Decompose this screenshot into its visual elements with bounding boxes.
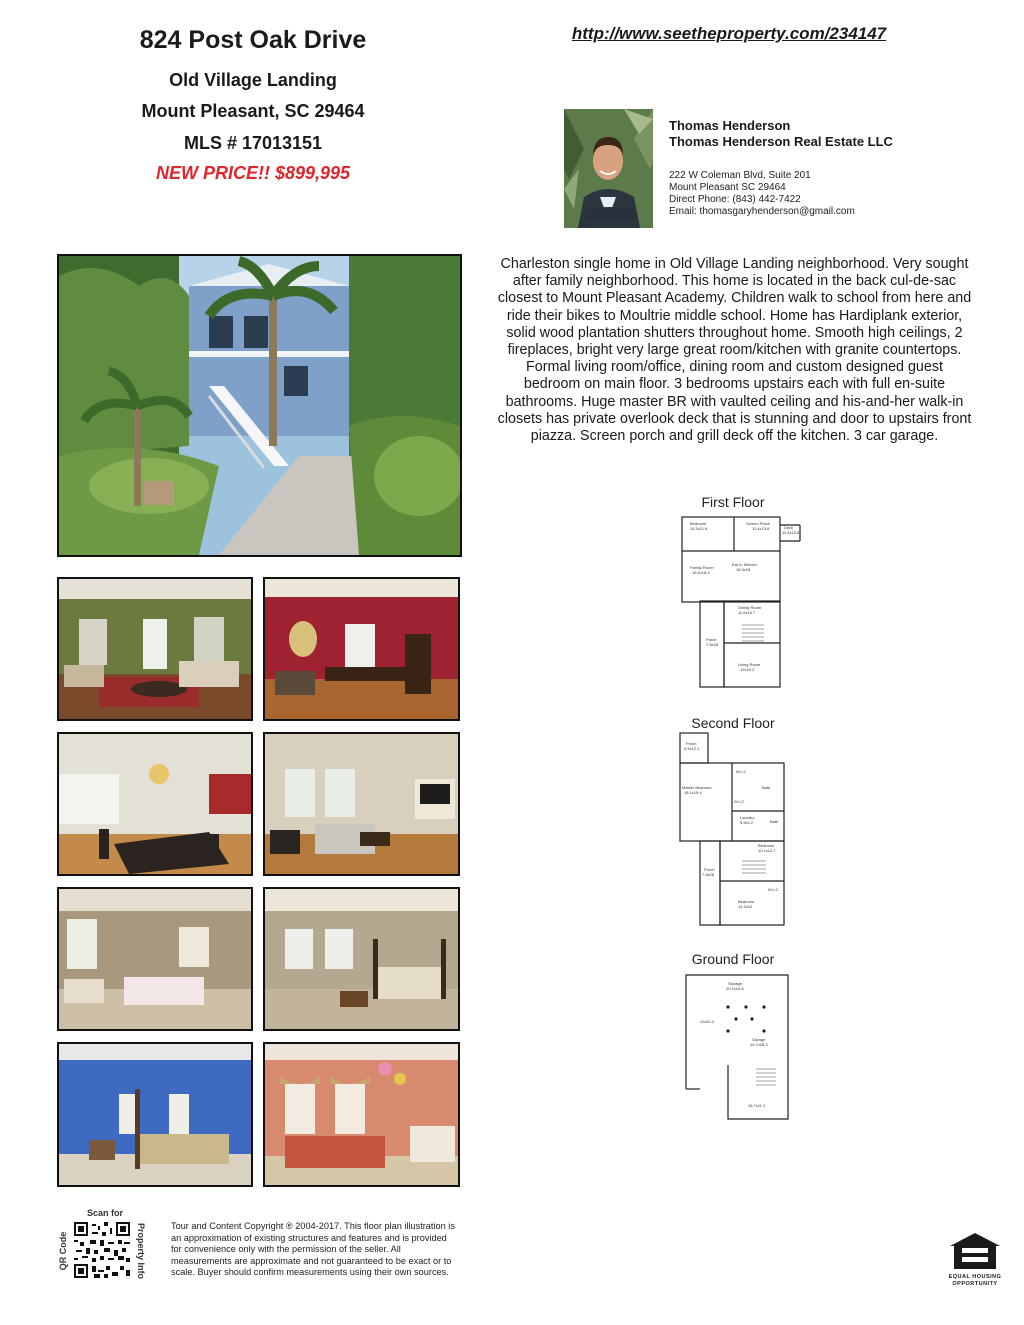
copyright-notice: Tour and Content Copyright ® 2004-2017. This floor plan illustration is an approximation of existing structures and features and is provided for convenience only with the permission of the seller. All measurements are approximate and not guaranteed to be exact or to scale. Buyer should confirm measurements using their own sources. bbox=[171, 1221, 455, 1278]
fp1-room-porch: Porch bbox=[706, 637, 717, 642]
fp2-room-laundry: Laundry bbox=[740, 815, 755, 820]
agent-email: Email: thomasgaryhenderson@gmail.com bbox=[669, 206, 855, 217]
subdivision: Old Village Landing bbox=[169, 70, 337, 90]
fp1-room-living: Living Room bbox=[738, 662, 761, 667]
fp1-room-kitchen: Eat In Kitchen bbox=[732, 562, 757, 567]
fp1-room-deck: Deck bbox=[784, 525, 794, 530]
qr-caption-right: Property Info bbox=[136, 1222, 146, 1279]
fp2-room-wic-1: W-I-C bbox=[736, 769, 747, 774]
interior-photo-master-bedroom bbox=[263, 887, 460, 1031]
equal-housing-line2: OPPORTUNITY bbox=[952, 1281, 998, 1287]
exterior-photo bbox=[57, 254, 462, 557]
ground-floor-plan bbox=[680, 969, 792, 1125]
equal-housing-line1: EQUAL HOUSING bbox=[948, 1274, 1002, 1280]
fp1-dim-kitchen: 16.3x18 bbox=[736, 567, 751, 572]
fp3-dim-garage: 19.7x28.3 bbox=[750, 1042, 768, 1047]
fp2-room-bath-2: Bath bbox=[770, 819, 779, 824]
agent-street: 222 W Coleman Blvd, Suite 201 bbox=[669, 170, 811, 181]
qr-code[interactable] bbox=[74, 1222, 130, 1278]
fp3-room-storage: Storage bbox=[728, 981, 743, 986]
fp2-dim-bedroom-1: 10.1x12.7 bbox=[758, 848, 776, 853]
fp2-dim-bedroom-2: 14.3x12 bbox=[738, 904, 753, 909]
property-address: 824 Post Oak Drive bbox=[139, 26, 367, 54]
fp2-dim-porch: 7.5x28 bbox=[702, 872, 715, 877]
fp2-dim-laundry: 5.5x4.2 bbox=[740, 820, 754, 825]
interior-photo-blue-bedroom bbox=[57, 1042, 253, 1187]
agent-name: Thomas Henderson bbox=[669, 118, 791, 133]
fp2-room-bedroom-1: Bedroom bbox=[758, 843, 775, 848]
fp1-dim-family: 18.5x18.4 bbox=[692, 570, 710, 575]
fp1-dim-screen-porch: 11.4x13.8 bbox=[752, 526, 770, 531]
equal-housing-logo bbox=[948, 1232, 1002, 1270]
fp1-room-dining: Dining Room bbox=[738, 605, 762, 610]
fp1-dim-dining: 11.6x16.7 bbox=[738, 610, 756, 615]
qr-caption-left: QR Code bbox=[58, 1231, 68, 1271]
fp2-room-bath-1: Bath bbox=[762, 785, 771, 790]
fp2-room-master: Master Bedroom bbox=[682, 785, 712, 790]
fp1-room-family: Family Room bbox=[690, 565, 714, 570]
interior-photo-dining bbox=[263, 577, 460, 721]
fp1-dim-porch: 7.5x28 bbox=[706, 642, 719, 647]
interior-photo-pink-bedroom bbox=[263, 1042, 460, 1187]
agent-company: Thomas Henderson Real Estate LLC bbox=[669, 134, 893, 149]
agent-photo bbox=[564, 109, 653, 228]
agent-city: Mount Pleasant SC 29464 bbox=[669, 182, 786, 193]
interior-photo-kitchen bbox=[57, 732, 253, 876]
fp2-room-wic-3: W-I-C bbox=[768, 887, 779, 892]
agent-phone: Direct Phone: (843) 442-7422 bbox=[669, 194, 801, 205]
interior-photo-bedroom-1 bbox=[57, 887, 253, 1031]
fp2-dim-master: 18.1x19.4 bbox=[684, 790, 702, 795]
qr-caption-top: Scan for bbox=[86, 1208, 123, 1218]
fp1-room-bedroom: Bedroom bbox=[690, 521, 707, 526]
property-url-link[interactable]: http://www.seetheproperty.com/234147 bbox=[571, 24, 887, 43]
interior-photo-family-room bbox=[263, 732, 460, 876]
fp1-dim-deck: 11.4x13.8 bbox=[782, 530, 800, 535]
fp2-room-bedroom-2: Bedroom bbox=[738, 899, 755, 904]
fp3-dim-storage: 20.1x10.8 bbox=[726, 986, 744, 991]
fp2-room-porch-top: Porch bbox=[686, 741, 697, 746]
fp1-dim-living: 12x19.2 bbox=[740, 667, 755, 672]
second-floor-plan bbox=[676, 731, 788, 928]
first-floor-plan bbox=[672, 511, 808, 696]
mls-number: MLS # 17013151 bbox=[183, 133, 323, 153]
price: NEW PRICE!! $899,995 bbox=[155, 163, 351, 183]
ground-floor-title: Ground Floor bbox=[691, 951, 775, 967]
fp3-dim-bottom: 18.7x11.1 bbox=[748, 1103, 766, 1108]
city-line: Mount Pleasant, SC 29464 bbox=[141, 101, 365, 121]
first-floor-title: First Floor bbox=[701, 494, 765, 510]
interior-photo-living bbox=[57, 577, 253, 721]
fp3-dim-left: 11x20.4 bbox=[700, 1019, 714, 1024]
fp2-room-wic-2: W-I-C bbox=[734, 799, 745, 804]
fp1-dim-bedroom: 15.3x11.6 bbox=[690, 526, 708, 531]
fp2-room-porch: Porch bbox=[704, 867, 715, 872]
fp1-room-screen-porch: Screen Porch bbox=[746, 521, 771, 526]
fp3-room-garage: Garage bbox=[752, 1037, 766, 1042]
fp2-dim-porch-top: 9.5x12.1 bbox=[684, 746, 700, 751]
property-description: Charleston single home in Old Village Landing neighborhood. Very sought after family neighborhood. This home is located in the back cul-de-sac closest to Mount Pleasant Academy. Children walk to school from here and ride their bikes to Moultrie middle school. Home has Hardiplank exterior, solid wood plantation shutters throughout home. Smooth high ceilings, 2 fireplaces, bright very large great room/kitchen with granite countertops. Formal living room/office, dining room and custom designed guest bedroom on main floor. 3 bedrooms upstairs each with full en-suite bathrooms. Huge master BR with vaulted ceiling and his-and-her walk-in closets has private overlook deck that is stunning and door to upstairs front piazza. Screen porch and grill deck off the kitchen. 3 car garage. bbox=[497, 256, 972, 445]
second-floor-title: Second Floor bbox=[691, 715, 775, 731]
